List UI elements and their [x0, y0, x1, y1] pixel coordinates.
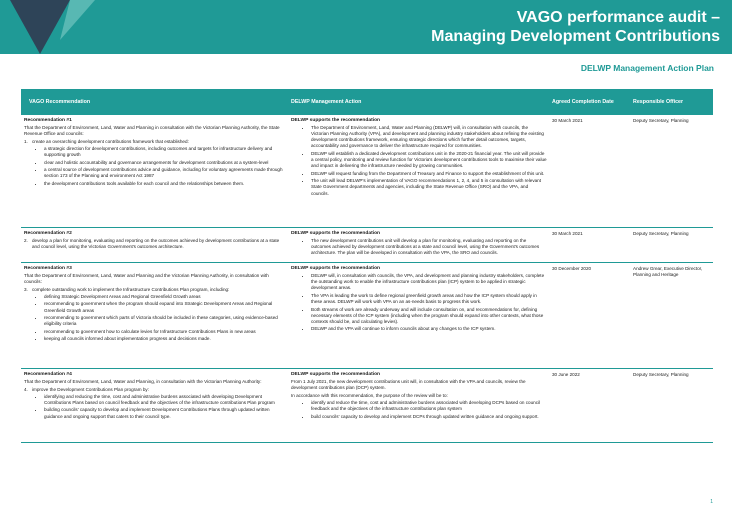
dark-triangle [10, 0, 70, 54]
list-item: • identify and reduce the time, cost and administrative burdens associated with developing DCPs based on council feedback and the objectives of the infrastructure contributions plan system [311, 400, 547, 412]
recommendation-bullets [24, 394, 286, 420]
recommendation-number: 1. [24, 138, 28, 144]
list-item: • the development contributions tools available for each council and the relationships between them. [44, 181, 286, 187]
completion-date: 30 March 2021 [552, 118, 583, 123]
recommendation-title: Recommendation #3 [24, 266, 72, 271]
recommendation-title: Recommendation #1 [24, 118, 72, 123]
list-item: • DELWP and the VPA will continue to inform councils about any changes to the ICP system. [311, 326, 547, 332]
responsible-officer: Andrew Grear, Executive Director, Planning and Heritage [633, 266, 703, 278]
completion-date: 30 December 2020 [552, 266, 592, 271]
column-header-date: Agreed Completion Date [552, 99, 614, 105]
page-title-line2: Managing Development Contributions [431, 28, 720, 45]
action-cell [291, 118, 547, 198]
completion-date: 30 March 2021 [552, 231, 583, 236]
header-banner [0, 0, 732, 54]
recommendation-cell [24, 118, 286, 188]
page-title-line1: VAGO performance audit – [516, 9, 720, 26]
list-item: • a strategic direction for development contributions, including outcomes and targets for infrastructure delivery and supporting growth [44, 146, 286, 158]
recommendation-item [24, 139, 286, 145]
table-row [21, 369, 713, 443]
action-title: DELWP supports the recommendation [291, 231, 381, 236]
recommendation-title: Recommendation #4 [24, 372, 72, 377]
list-item: • recommending to government which parts of Victoria should be included in these categories, using evidence-based eligibility criteria [44, 315, 286, 327]
recommendation-number: 2. [24, 238, 28, 244]
action-title: DELWP supports the recommendation [291, 372, 381, 377]
recommendation-item [24, 387, 286, 393]
list-item: • The new development contributions unit will develop a plan for monitoring, evaluating and reporting on the outcomes achieved by development contributions at a state and council level, using the Government's outcomes architecture. The plan will be developed in consultation with the VPA, the SRO and councils. [311, 238, 547, 256]
responsible-officer: Deputy Secretary, Planning [633, 372, 689, 377]
action-bullets [291, 238, 547, 256]
recommendation-item-text: develop a plan for monitoring, evaluating and reporting on the outcomes achieved by development contributions at a state and council level, using the Victorian Government's outcomes architecture. [32, 238, 280, 250]
list-item: • recommending to government how to calculate levies for Infrastructure Contributions Plans in new areas [44, 329, 286, 335]
action-title: DELWP supports the recommendation [291, 266, 381, 271]
responsible-officer: Deputy Secretary, Planning [633, 118, 689, 123]
recommendation-number: 3. [24, 286, 28, 292]
column-header-recommendation: VAGO Recommendation [29, 99, 91, 105]
table-header [21, 89, 713, 115]
action-bullets [291, 400, 547, 420]
recommendation-item-text: create an overarching development contributions framework that established: [32, 138, 189, 144]
recommendation-intro: That the Department of Environment, Land, Water and Planning in consultation with the Victorian Planning Authority, the State Revenue Office and councils: [24, 125, 280, 137]
recommendation-cell [24, 231, 286, 251]
list-item: • The Department of Environment, Land, Water and Planning (DELWP) will, in consultation with councils, the Victorian Planning Authority (VPA), and development and planning industry stakeholders about refining the existing development contributions framework, ensuring strategic directions which further detail outcomes, targets, accountability and governance to deliver the infrastructure required for communities. [311, 125, 547, 149]
list-item: • The unit will lead DELWP's implementation of VAGO recommendations 1, 2, 4, and 5 in consultation with relevant State Government departments and agencies, including the State Revenue Office (SRO) and the VPA, and councils. [311, 178, 547, 196]
recommendation-number: 4. [24, 386, 28, 392]
recommendation-item-text: improve the Development Contributions Plan program by: [32, 386, 149, 392]
list-item: • DELWP will, in consultation with councils, the VPA, and development and planning industry stakeholders, complete the outstanding work to enable the infrastructure contributions plan (ICP) system to be applied in strategic development areas. [311, 273, 547, 291]
recommendation-intro: That the Department of Environment, Land, Water and Planning, in consultation with the Victorian Planning Authority: [24, 379, 262, 385]
recommendation-bullets [24, 146, 286, 187]
list-item: • DELWP will establish a dedicated development contributions unit in the 2020-21 financial year. The unit will provide a central policy, monitoring and review function for Victoria's development contributions tools to maximise their value and impact in delivering the infrastructure needed by growing communities. [311, 151, 547, 169]
page-subtitle: DELWP Management Action Plan [580, 63, 714, 73]
action-bullets [291, 273, 547, 332]
column-header-action: DELWP Management Action [291, 99, 362, 105]
list-item: • The VPA is leading the work to define regional greenfield growth areas and how the ICP system should apply in these areas. DELWP will work with VPA on an as-needs basis to progress this work. [311, 293, 547, 305]
recommendation-bullets [24, 294, 286, 343]
recommendation-item [24, 287, 286, 293]
table-row [21, 115, 713, 228]
recommendation-cell [24, 372, 286, 421]
action-bullets [291, 125, 547, 197]
recommendation-item-text: complete outstanding work to implement the Infrastructure Contributions Plan program, including: [32, 286, 230, 292]
action-paragraph: From 1 July 2021, the new development contributions unit will, in consultation with the VPA and councils, review the development contributions plan (DCP) system. [291, 379, 526, 391]
recommendation-intro: That the Department of Environment, Land, Water and Planning and the Victorian Planning Authority, in consultation with councils: [24, 273, 269, 285]
list-item: • a central source of development contributions advice and guidance, including for voluntary agreements made through section 173 of the Planning and environment Act 1987 [44, 167, 286, 179]
recommendation-item [24, 238, 286, 250]
recommendation-title: Recommendation #2 [24, 231, 72, 236]
list-item: • build councils' capacity to develop and implement DCPs through updated written guidance and ongoing support. [311, 414, 547, 420]
header-triangles-graphic [0, 0, 200, 54]
list-item: • Both streams of work are already underway and will include consultation on, and recommendations for, defining necessary elements of the ICP system (including when the program should expand into other contexts, what those contexts should be, and calculating levies). [311, 307, 547, 325]
list-item: • defining Strategic Development Areas and Regional Greenfield Growth areas [44, 294, 286, 300]
action-paragraph: In accordance with this recommendation, the purpose of the review will be to: [291, 392, 448, 398]
completion-date: 30 June 2022 [552, 372, 580, 377]
list-item: • building councils' capacity to develop and implement Development Contributions Plans through updated written guidance and ongoing support that caters to their council type. [44, 407, 286, 419]
list-item: • identifying and reducing the time, cost and administrative burdens associated with developing Development Contributions Plans based on council feedback and the objectives of the infrastructure contributions Plan program [44, 394, 286, 406]
table-row [21, 228, 713, 263]
action-title: DELWP supports the recommendation [291, 118, 381, 123]
list-item: • keeping all councils informed about implementation progress and decisions made. [44, 336, 286, 342]
responsible-officer: Deputy Secretary, Planning [633, 231, 689, 236]
action-cell [291, 266, 547, 334]
list-item: • clear and holistic accountability and governance arrangements for development contributions at a system-level [44, 160, 286, 166]
table-row [21, 263, 713, 369]
page-number: 1 [710, 499, 713, 505]
recommendation-cell [24, 266, 286, 344]
action-cell [291, 231, 547, 258]
list-item: • DELWP will request funding from the Department of Treasury and Finance to support the establishment of this unit. [311, 171, 547, 177]
list-item: • recommending to government when the program should expand into Strategic Development Areas and Regional Greenfield Growth areas [44, 301, 286, 313]
action-cell [291, 372, 547, 422]
column-header-officer: Responsible Officer [633, 99, 684, 105]
